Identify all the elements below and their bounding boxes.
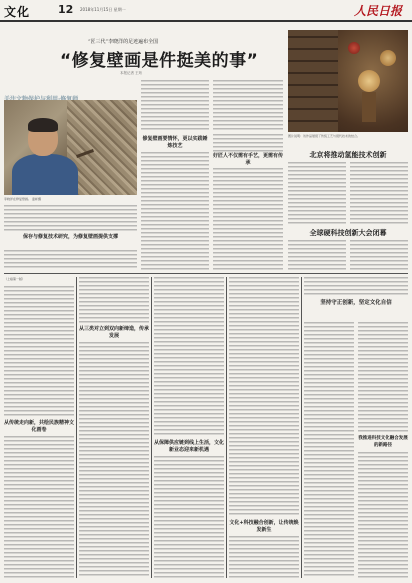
article-column <box>4 436 74 578</box>
column-rule <box>76 277 77 578</box>
continuation-note: （上接第一版） <box>4 277 26 281</box>
article-column <box>288 240 346 270</box>
restorer-photo-caption: 李晓洋在修复壁画。 童彬摄 <box>4 197 41 201</box>
subhead-1: 修复壁画要情怀，更以实践锤炼技艺 <box>142 136 208 149</box>
article-column <box>304 277 408 297</box>
article-column <box>304 322 354 578</box>
artwork-photo <box>288 30 408 132</box>
article-column <box>358 322 408 432</box>
article-column <box>350 240 408 270</box>
restorer-photo <box>4 100 137 195</box>
subhead-5: 全球硬科技创新大会闭幕 <box>309 229 387 237</box>
issue-date: 2018年11月15日 星期一 <box>80 7 126 12</box>
page-header <box>0 0 412 22</box>
article-column <box>154 456 224 578</box>
article-column <box>79 277 149 323</box>
article-column <box>4 286 74 416</box>
article-column <box>213 134 283 152</box>
article-column <box>213 80 283 132</box>
page-number: 12 <box>58 3 74 16</box>
subhead-10: 坚持守正创新，坚定文化自信 <box>320 300 392 306</box>
article-column <box>358 452 408 578</box>
article-column <box>154 277 224 437</box>
article-column <box>229 536 299 578</box>
subhead-2: 好匠人不仅需有手艺，更需有传承 <box>213 153 284 166</box>
newspaper-logo: 人民日报 <box>353 4 402 18</box>
article-column <box>350 162 408 224</box>
subhead-6: 从传统走向新，共绘民族精神文化画卷 <box>4 420 75 433</box>
article-column <box>229 277 299 517</box>
article-column <box>4 250 137 270</box>
article-column <box>213 168 283 270</box>
subhead-3: 保存与修复技术研究，为修复壁画提供支撑 <box>22 234 118 240</box>
lead-byline: 本报记者 王珩 <box>120 71 143 75</box>
lead-headline: “修复壁画是件挺美的事” <box>60 51 259 71</box>
article-column <box>141 152 209 270</box>
article-column <box>288 162 346 224</box>
article-column <box>79 342 149 578</box>
subhead-8: 从保障供应链到线上生活，文化新业态迎来新机遇 <box>154 440 225 453</box>
section-divider <box>4 273 408 274</box>
lead-kicker: “匠三代”李晓洋的足迹遍布全国 <box>88 39 159 45</box>
column-rule <box>226 277 227 578</box>
subhead-11: 我推进科技文化融合发展的新路径 <box>358 436 408 448</box>
column-rule <box>151 277 152 578</box>
subhead-9: 文化+科技融合创新，让传统焕发新生 <box>229 520 299 533</box>
subhead-7: 从三类对立到双向新缔造，传承发展 <box>79 326 150 339</box>
artwork-photo-caption: 图片说明：该作品展现了传统工艺与现代技术的结合。 <box>288 134 361 138</box>
column-rule <box>301 277 302 578</box>
article-column <box>4 205 137 231</box>
section-title: 文化 <box>4 5 31 19</box>
subhead-4: 北京将推动氢能技术创新 <box>309 151 387 159</box>
article-column <box>141 80 209 132</box>
restorer-figure <box>10 118 80 195</box>
